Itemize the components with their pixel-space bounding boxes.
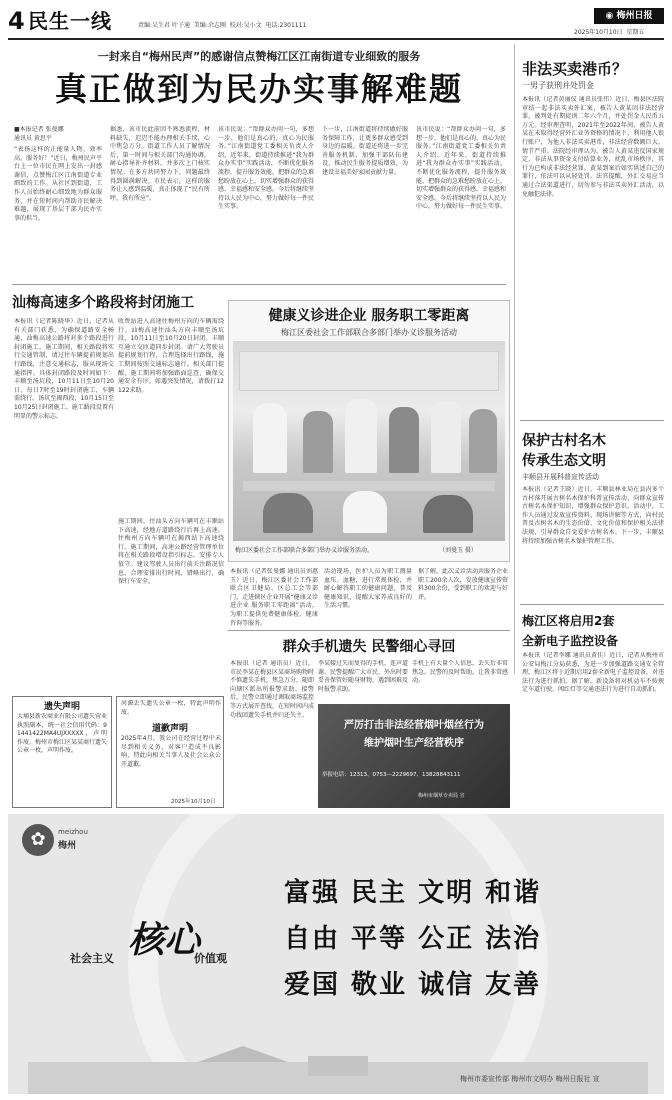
hk-article-subtitle: 一男子获刑并处罚金 — [522, 81, 594, 90]
values-row-1: 富强 民主 文明 和谐 — [284, 878, 542, 908]
protect-subtitle: 丰顺县开展科普宣传活动 — [522, 473, 599, 481]
lead-col-2: 据悉，该市民此前因不熟悉流程，材料缺失，迟迟不能办理相关手续，心中焦急万分。街道工作人员了解情况后，第一时间与相关部门沟通协调，耐心指导补齐材料，并多次上门核实情况。在多方共同努力下，问题最终得到圆满解决。市民表示，这样的服务让人感到温暖，真正体现了“民有所呼，我有所应”。 — [110, 126, 210, 202]
monitor-title: 梅江区将启用2套 — [522, 614, 615, 628]
phone-title: 群众手机遗失 民警细心寻回 — [282, 639, 456, 655]
masthead: ◉ 梅州日报 — [594, 8, 664, 24]
lost-notice-box — [12, 696, 112, 808]
apology-title: 道歉声明 — [151, 724, 188, 734]
protect-body: 本报讯（记者王晓）近日，丰顺县林业局在县内多个古村落开展古树名木保护科普宣传活动，向群众宣传古树名木保护知识，增强群众保护意识。活动中，工作人员通过发放宣传资料、现场讲解等方式，向村民普及古树名木的生态价值、文化价值和保护相关法律法规，引导群众自觉爱护古树名木。下一步，丰顺县将持续加强古树名木保护管理工作。 — [522, 486, 664, 545]
section-title: 民生一线 — [28, 9, 112, 33]
editor-info: 责编:吴生君 叶子通 美编:余志刚 校对:吴小文 电话:2301111 — [138, 22, 307, 29]
apology-date: 2025年10月10日 — [171, 799, 216, 805]
logo-cn: 梅州 — [58, 841, 77, 851]
lead-kicker: 一封来自“梅州民声”的感谢信点赞梅江区江南街道专业细致的服务 — [97, 50, 421, 63]
page-header — [8, 6, 664, 38]
issue-date: 2025年10月10日 星期五 — [574, 29, 645, 36]
feature-col-3: 据了解，此次义诊活动共服务企业职工200余人次，发放健康宣传资料300余份，受到职工的欢迎与好评。 — [418, 568, 508, 601]
tobacco-ad-org: 梅州市烟草专卖局 宣 — [418, 793, 465, 799]
lead-byline: ■本报记者 张曼娜 通讯员 黄思平 — [14, 126, 64, 142]
ad-building-silhouette — [8, 1036, 664, 1094]
hk-article-title: 非法买卖港币？ — [522, 60, 628, 78]
lead-col-1: “表扬这样的正能量人物，效率高，服务好！”近日，梅州民声平台上一位市民在网上发出一封感谢信，点赞梅江区江南街道专业细致的工作。从社区到街道，工作人员始终耐心细致地为群众服务，并在短时间内帮助市民解决难题，展现了基层干部为民办实事的担当。 — [14, 146, 102, 222]
tobacco-ad-hotline: 举报电话：12313、0753—2229697、13828843111 — [322, 772, 461, 778]
ad-credit: 梅州市委宣传部 梅州市文明办 梅州日报社 宣 — [460, 1075, 600, 1083]
monitor-title-2: 全新电子监控设备 — [522, 634, 619, 648]
feature-col-1: 本报讯（记者张曼娜 通讯员刘惠玉）近日，梅江区委社会工作部联合区卫健局、区总工会等部门，走进辖区企业开展“健康义诊进企业 服务职工零距离”活动，为职工提供免费健康体检、健康咨询等服务。 — [230, 568, 318, 626]
phone-col-3: 手机上有大量个人信息，丢失后非常焦急。民警的及时帮助，让我非常感动。 — [412, 660, 508, 685]
lost-notice-title: 遗失声明 — [43, 702, 80, 712]
highway-title: 汕梅高速多个路段将封闭施工 — [12, 295, 194, 311]
feature-title: 健康义诊进企业 服务职工零距离 — [268, 308, 470, 324]
meizhou-logo — [22, 824, 92, 864]
lead-col-4: 下一步，江南街道将持续做好服务保障工作，让更多群众感受到身边的温暖。街道还将进一步完善服务机制，加强干部队伍建设，推动民生服务提质增效，为建设幸福美好家园贡献力量。 — [322, 126, 408, 176]
tobacco-ad-line-2: 维护烟叶生产经营秩序 — [364, 738, 464, 749]
phone-col-1: 本报讯（记者 通讯员）近日，市民李某在梅县区某商场购物时不慎遗失手机，焦急万分，随即向辖区派出所报警求助。接警后，民警立即通过调取商场监控等方式展开查找，在短时间内成功找回遗失手机并归还失主。 — [230, 660, 314, 719]
notice-box — [116, 696, 224, 808]
logo-en: meizhou — [58, 828, 88, 836]
feature-photo — [233, 341, 505, 541]
lead-headline: 真正做到为民办实事解难题 — [54, 70, 463, 108]
values-row-2: 自由 平等 公正 法治 — [284, 924, 542, 954]
masthead-logo-icon: ◉ — [605, 11, 614, 21]
notice-small: 河源丢失遗失公章一枚，特此声明作废。 — [121, 700, 221, 716]
lost-notice-body: 大埔县新农商业有限公司遗失营业执照副本，统一社会信用代码：91441422MA4UJXXXXX，声明作废。梅州市梅江区某某商行遗失公章一枚，声明作废。 — [17, 713, 107, 755]
feature-photo-caption: 梅江区委社会工作部联合多部门举办义诊服务活动。 — [235, 547, 374, 554]
page-number: 4 — [8, 7, 25, 35]
feature-photo-credit: （刘曼玉 摄） — [439, 547, 477, 554]
apology-body: 2025年4月，我公司在经营过程中未尽到相关义务，对客户造成不良影响，特此向相关当事人及社会公众公开道歉。 — [121, 735, 221, 768]
highway-col-1: 本报讯（记者陈晓华）近日，记者从有关部门获悉，为确保道路安全畅通，汕梅高速公路将对多个路段进行封闭施工。施工期间，相关路段将实行交通管制，请过往车辆提前规划出行路线，注意交通标志，服从现场交通指挥。具体封闭路段及时间如下：丰顺至汤坑段，10月11日至10月20日，每日7时至19时封闭施工，车辆需绕行。汤坑至揭西段，10月15日至10月25日封闭施工。施工路段设置有明显的警示标志。 — [14, 318, 114, 420]
monitor-body: 本报讯（记者李娜 通讯员黄佳）近日，记者从梅州市公安局梅江分局获悉，为进一步加强道路交通安全管理，梅江区将于近期启用2套全新电子监控设备，对违法行为进行抓拍。据了解，新设备将对机动车不按规定车道行驶、闯红灯等交通违法行为进行自动抓拍。 — [522, 652, 664, 694]
phone-col-2: 李某接过失而复得的手机，连声道谢。民警提醒广大市民，外出时要妥善保管好随身财物，遇到困难及时报警求助。 — [318, 660, 408, 693]
meizhou-flower-icon: ✿ — [22, 824, 54, 856]
highway-col-2: 收费站进入高速往梅州方向的车辆需绕行。汕梅高速往汕头方向丰顺至汤坑段，10月11日至10月20日封闭。丰顺互通立交匝道同步封闭。请广大驾驶员提前规划行程，合理选择出行路线，施工期间按照交通标志通行。相关部门提醒，施工期间将加强路面巡查，确保交通安全有序。如遇突发情况，请拨打12122求助。 — [118, 318, 224, 394]
core-values-label-small: 社会主义 — [70, 952, 114, 965]
tobacco-ad-line-1: 严厉打击非法经营烟叶烟丝行为 — [344, 720, 484, 731]
lead-col-5: 该市民说：“帮群众办问一句，多想一步，他们是真心的，真心为民服务。”江南街道党工委相关负责人介绍，近年来，街道持续推进“我为群众办实事”实践活动，不断优化服务流程，提升服务效能，把群众的急难愁盼放在心上，切实增强群众的获得感、幸福感和安全感。今后将继续坚持以人民为中心，努力做好每一件民生实事。 — [416, 126, 506, 211]
protect-title-2: 传承生态文明 — [522, 453, 606, 469]
lead-col-3: 该市民说：“帮群众办问一句，多想一步，他们是真心的，真心为民服务。”江南街道党工委相关负责人介绍，近年来，街道持续推进“我为群众办实事”实践活动，不断优化服务流程，提升服务效能，把群众的急难愁盼放在心上，切实增强群众的获得感、幸福感和安全感。今后将继续坚持以人民为中心，努力做好每一件民生实事。 — [218, 126, 314, 211]
feature-col-2: 活动现场，医护人员为职工测量血压、血糖，进行常规体检，并耐心解答职工的健康问题，普及健康知识，提醒大家养成良好的生活习惯。 — [324, 568, 412, 610]
hk-article-body: 本报讯（记者黄丽仪 通讯员张伟）近日，梅县区法院审结一起非法买卖外汇案，被告人黄某因非法经营罪，被判处有期徒刑二年六个月，并处罚金人民币五万元。经审理查明，2021年至2022年间，被告人黄某在未取得经营外汇业务资格的情况下，利用他人银行账户，为他人非法买卖港币，非法经营数额巨大，情节严重。法院经审理认为，被告人黄某违反国家规定，非法从事资金支付结算业务，扰乱市场秩序，其行为已构成非法经营罪。黄某到案后如实供述自己的罪行，依法可以从轻处罚。法官提醒，外汇交易应当通过合法渠道进行，切勿参与非法买卖外汇活动，以免触犯法律。 — [522, 96, 664, 198]
tobacco-ad — [318, 704, 510, 808]
feature-box — [228, 300, 510, 562]
protect-title: 保护古村名木 — [522, 433, 606, 449]
core-values-label-big: 核心 — [128, 919, 201, 961]
core-values-label-tail: 价值观 — [194, 952, 227, 965]
feature-subtitle: 梅江区委社会工作部联合多部门举办义诊服务活动 — [281, 328, 457, 337]
core-values-ad — [8, 814, 664, 1094]
values-row-3: 爱国 敬业 诚信 友善 — [284, 970, 542, 1000]
highway-col-2b: 施工期间，往汕头方向车辆可在丰顺站下高速，经地方道路绕行后再上高速。往梅州方向车辆可在揭西站下高速绕行。施工期间，高速公路经营管理单位将在相关路段增设指引标志，安排专人值守。建议驾驶人员出行前关注路况信息，合理安排出行时间，错峰出行，确保行车安全。 — [118, 518, 224, 586]
